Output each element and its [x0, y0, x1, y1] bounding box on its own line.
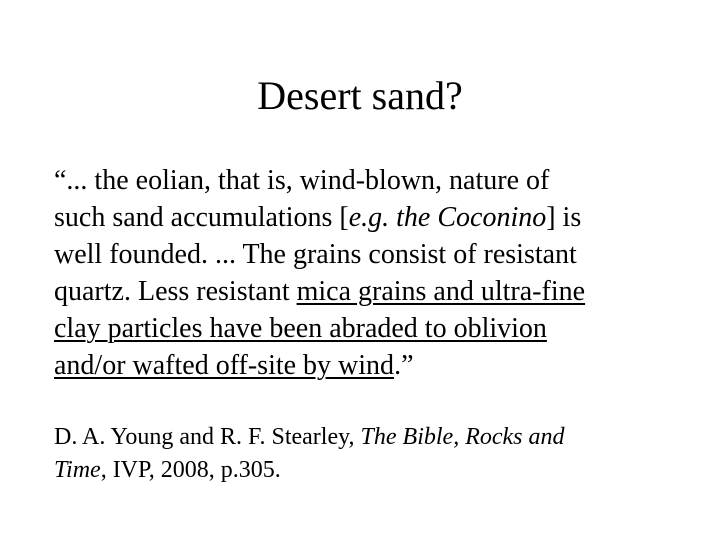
- quote-italic-text: e.g. the Coconino: [348, 202, 547, 233]
- quote-text: well founded. ... The grains consist of resistant: [54, 239, 577, 270]
- quote-underlined-text: mica grains and ultra-fine: [296, 276, 586, 307]
- quote-text: quartz. Less resistant: [54, 276, 297, 307]
- citation-book-title: The Bible, Rocks and: [360, 424, 565, 450]
- quote-underlined-text: clay particles have been abraded to oblivion: [54, 313, 547, 344]
- slide-title: Desert sand?: [257, 73, 463, 118]
- quote-underlined-text: and/or wafted off-site by wind: [54, 350, 395, 381]
- quote-text: such sand accumulations [: [54, 202, 349, 233]
- citation-authors: D. A. Young and R. F. Stearley,: [54, 424, 361, 450]
- quote-text: “... the eolian, that is, wind-blown, nature of: [54, 165, 550, 196]
- quote-line-5: [54, 310, 674, 347]
- quote-paragraph: [54, 162, 674, 384]
- quote-line-2: [54, 199, 674, 236]
- quote-text: ] is: [546, 202, 582, 233]
- quote-line-6: [54, 347, 674, 384]
- citation-publisher-info: , IVP, 2008, p.305.: [100, 457, 281, 483]
- citation-book-title: Time: [54, 457, 101, 483]
- citation-line-2: [54, 454, 674, 487]
- citation-line-1: [54, 421, 674, 454]
- quote-line-3: [54, 236, 674, 273]
- quote-text: .”: [394, 350, 414, 381]
- quote-line-4: [54, 273, 674, 310]
- quote-line-1: [54, 162, 674, 199]
- citation: [54, 421, 674, 487]
